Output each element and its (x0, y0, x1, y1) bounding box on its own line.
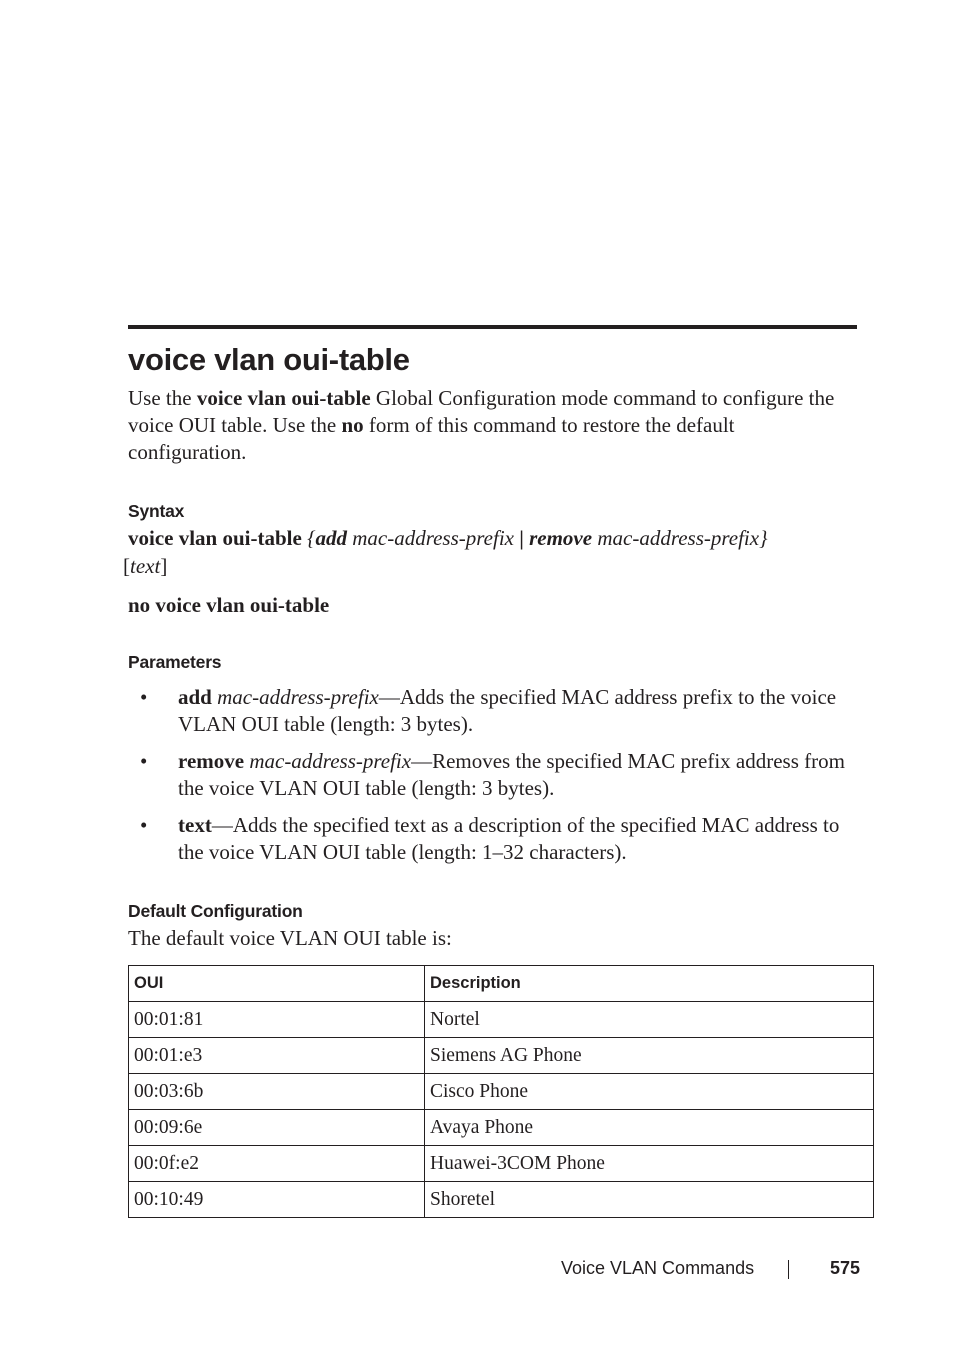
intro-text-3: form of this command to restore the default configuration. (128, 413, 735, 464)
list-item (128, 684, 848, 738)
syntax-text-arg: text (130, 554, 161, 578)
oui-cell: 00:01:81 (129, 1002, 425, 1038)
oui-cell: 00:0f:e2 (129, 1146, 425, 1182)
intro-no-keyword: no (341, 413, 364, 437)
syntax-brace-close: } (759, 526, 768, 550)
syntax-command: voice vlan oui-table (128, 526, 308, 550)
page-number: 575 (830, 1258, 861, 1278)
parameters-heading: Parameters (128, 652, 222, 672)
bullet: • (140, 813, 148, 837)
table-row (129, 1146, 874, 1182)
intro-command: voice vlan oui-table (196, 386, 371, 410)
param-keyword: remove (178, 749, 245, 773)
title-rule (128, 325, 857, 329)
footer-divider (788, 1260, 789, 1279)
syntax-opt-close: ] (160, 554, 168, 578)
syntax-heading: Syntax (128, 501, 185, 521)
description-cell: Nortel (425, 1002, 874, 1038)
oui-cell: 00:09:6e (129, 1110, 425, 1146)
syntax-no-form: no voice vlan oui-table (128, 593, 330, 617)
intro-paragraph (128, 385, 848, 466)
oui-cell: 00:01:e3 (129, 1038, 425, 1074)
list-item (128, 812, 848, 866)
default-config-heading: Default Configuration (128, 901, 303, 921)
oui-table (128, 965, 874, 1218)
table-row (129, 1002, 874, 1038)
param-description: —Adds the specified MAC address prefix to the voice VLAN OUI table (length: 3 bytes). (178, 685, 837, 736)
page-title: voice vlan oui-table (128, 342, 410, 377)
default-config-text: The default voice VLAN OUI table is: (128, 926, 452, 950)
param-arg: mac-address-prefix (249, 749, 412, 773)
syntax-opt-open: [ (123, 554, 130, 578)
column-header-description: Description (425, 966, 874, 1002)
footer-section-title: Voice VLAN Commands (561, 1258, 755, 1278)
syntax-pipe: | (513, 526, 530, 550)
syntax-brace-open: { (307, 526, 316, 550)
intro-text-2: Global Configuration mode command to configure the voice OUI table. Use the (128, 386, 835, 437)
syntax-line (123, 524, 868, 580)
param-arg: mac-address-prefix (217, 685, 379, 709)
syntax-arg-1: mac-address-prefix (346, 526, 514, 550)
param-keyword: add (178, 685, 212, 709)
table-row (129, 1110, 874, 1146)
description-cell: Shoretel (425, 1182, 874, 1218)
bullet: • (140, 685, 148, 709)
syntax-add: add (315, 526, 347, 550)
bullet: • (140, 749, 148, 773)
param-keyword: text (178, 813, 212, 837)
syntax-remove: remove (529, 526, 593, 550)
syntax-arg-2: mac-address-prefix (592, 526, 760, 550)
description-cell: Siemens AG Phone (425, 1038, 874, 1074)
parameters-list (128, 684, 848, 876)
table-row (129, 1182, 874, 1218)
column-header-oui: OUI (129, 966, 425, 1002)
description-cell: Huawei-3COM Phone (425, 1146, 874, 1182)
table-header-row (129, 966, 874, 1002)
oui-cell: 00:10:49 (129, 1182, 425, 1218)
table-row (129, 1038, 874, 1074)
description-cell: Cisco Phone (425, 1074, 874, 1110)
oui-cell: 00:03:6b (129, 1074, 425, 1110)
description-cell: Avaya Phone (425, 1110, 874, 1146)
param-description: —Adds the specified text as a description of the specified MAC address to the voice VLAN OUI table (length: 1–32 characters). (178, 813, 840, 864)
param-description: —Removes the specified MAC prefix address from the voice VLAN OUI table (length: 3 bytes). (178, 749, 845, 800)
intro-text-1: Use the (128, 386, 197, 410)
list-item (128, 748, 848, 802)
table-row (129, 1074, 874, 1110)
